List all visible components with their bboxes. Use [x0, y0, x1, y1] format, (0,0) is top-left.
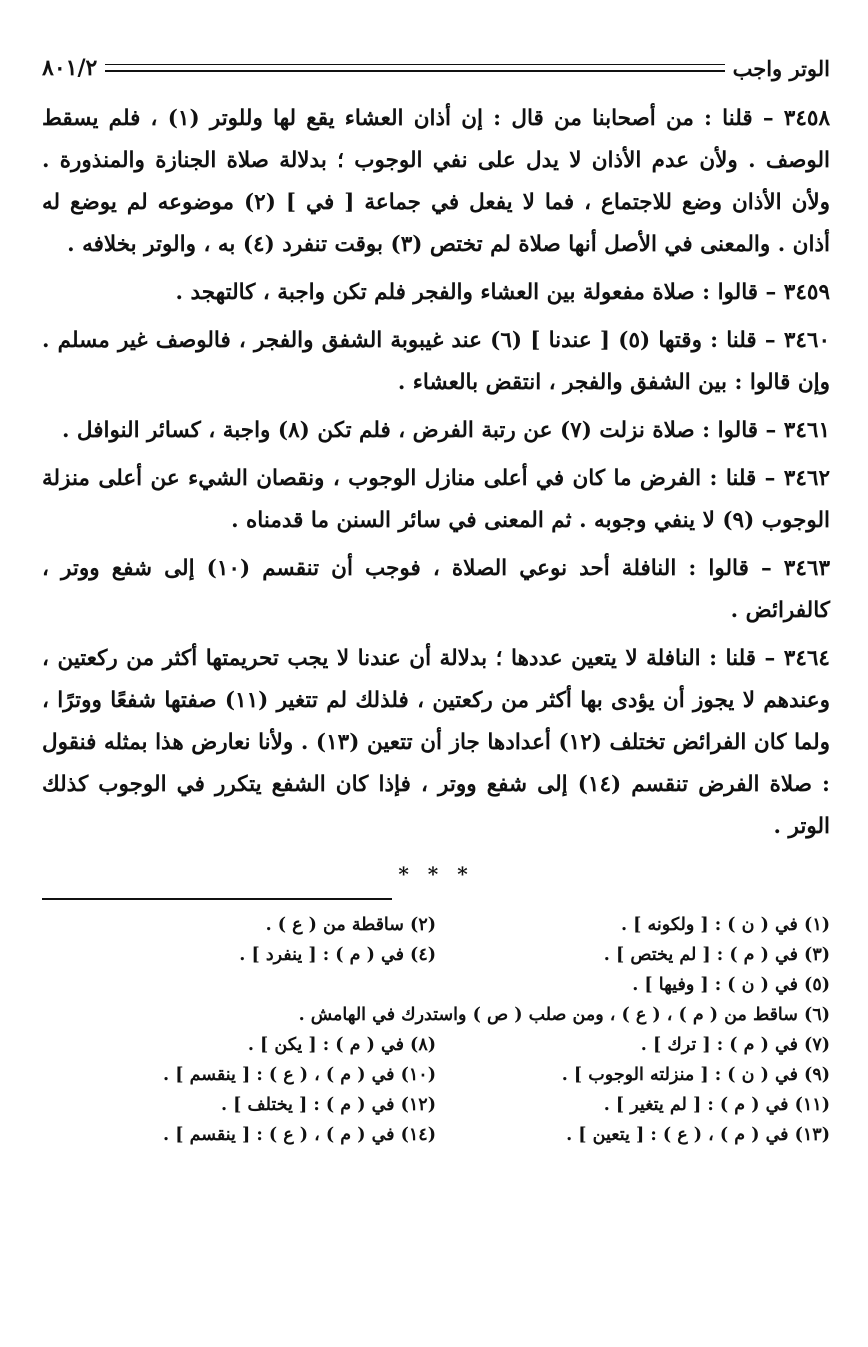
footnote: (٩) في ( ن ) : [ منزلته الوجوب ] . [561, 1065, 830, 1085]
paragraph-number: ٣٤٦١ [783, 418, 830, 443]
paragraph-number: ٣٤٦٣ [783, 556, 830, 581]
footnote: (٣) في ( م ) : [ لم يختص ] . [603, 945, 830, 965]
main-text [42, 98, 830, 890]
footnote: (٨) في ( م ) : [ يكن ] . [247, 1035, 436, 1055]
paragraph-number: ٣٤٦٢ [783, 466, 830, 491]
paragraph-text: – قالوا : صلاة نزلت (٧) عن رتبة الفرض ، فلم تكن (٨) واجبة ، كسائر النوافل . [61, 418, 777, 443]
footnotes [42, 910, 830, 1150]
paragraph [42, 98, 830, 266]
footnote-row [42, 940, 830, 970]
paragraph-text: – قلنا : من أصحابنا من قال : إن أذان العشاء يقع لها وللوتر (١) ، فلم يسقط الوصف . ولأن عدم الأذان لا يدل على نفي الوجوب ؛ بدلالة صلاة الجنازة والمنذورة . ولأن الأذان وضع للاجتماع ، فما لا يفعل في جماعة [ في ] (٢) موضوعه لم يوضع له أذان . والمعنى في الأصل أنها صلاة لم تختص (٣) بوقت تنفرد (٤) به ، والوتر بخلافه . [42, 106, 830, 257]
header-rule [105, 64, 724, 72]
paragraph-text: – قلنا : وقتها (٥) [ عندنا ] (٦) عند غيبوبة الشفق والفجر ، فالوصف غير مسلم . وإن قالوا : بين الشفق والفجر ، انتقض بالعشاء . [42, 328, 830, 395]
footnote-row [42, 910, 830, 940]
paragraph-number: ٣٤٥٨ [783, 106, 830, 131]
footnote-row [42, 970, 830, 1000]
footnote-row [42, 1030, 830, 1060]
footnote: (١٣) في ( م ) ، ( ع ) : [ يتعين ] . [566, 1125, 830, 1145]
footnote: (١٠) في ( م ) ، ( ع ) : [ ينقسم ] . [163, 1065, 436, 1085]
paragraph [42, 638, 830, 848]
footnote-row [42, 1120, 830, 1150]
paragraph [42, 410, 830, 452]
paragraph-text: – قالوا : النافلة أحد نوعي الصلاة ، فوجب أن تنقسم (١٠) إلى شفع ووتر ، كالفرائض . [42, 556, 830, 623]
footnote: (١١) في ( م ) : [ لم يتغير ] . [603, 1095, 830, 1115]
footnote: (٦) ساقط من ( م ) ، ( ع ) ، ومن صلب ( ص ) واستدرك في الهامش . [298, 1005, 830, 1025]
footnote: (١٢) في ( م ) : [ يختلف ] . [220, 1095, 436, 1115]
paragraph-number: ٣٤٦٠ [783, 328, 831, 353]
page-number: ٨٠١/٢ [42, 55, 98, 81]
footnote-row [42, 1000, 830, 1030]
section-separator: * * * [398, 862, 474, 886]
footnote: (٢) ساقطة من ( ع ) . [265, 915, 436, 935]
footnote-row [42, 1090, 830, 1120]
footnote-empty [42, 970, 436, 1000]
paragraph-text: – قالوا : صلاة مفعولة بين العشاء والفجر فلم تكن واجبة ، كالتهجد . [175, 280, 777, 305]
footnote: (٧) في ( م ) : [ ترك ] . [640, 1035, 830, 1055]
running-title: الوتر واجب [732, 55, 830, 81]
paragraph-number: ٣٤٦٤ [783, 646, 830, 671]
footnote-row [42, 1060, 830, 1090]
paragraph-text: – قلنا : النافلة لا يتعين عددها ؛ بدلالة أن عندنا لا يجب تحريمتها أكثر من ركعتين ، وعندهم لا يجوز أن يؤدى بها أكثر من ركعتين ، فلذلك لم تتغير (١١) صفتها شفعًا ووترًا ، ولما كان الفرائض تختلف (١٢) أعدادها جاز أن تتعين (١٣) . ولأنا نعارض هذا بمثله فنقول : صلاة الفرض تنقسم (١٤) إلى شفع ووتر ، فإذا كان الشفع يتكرر في الوجوب كذلك الوتر . [42, 646, 830, 839]
footnote: (١٤) في ( م ) ، ( ع ) : [ ينقسم ] . [163, 1125, 436, 1145]
paragraph [42, 548, 830, 632]
footnote-rule [42, 898, 392, 900]
footnote: (٤) في ( م ) : [ ينفرد ] . [239, 945, 436, 965]
page-header [42, 50, 830, 86]
paragraph-number: ٣٤٥٩ [783, 280, 830, 305]
paragraph [42, 320, 830, 404]
paragraph-text: – قلنا : الفرض ما كان في أعلى منازل الوجوب ، ونقصان الشيء عن أعلى منزلة الوجوب (٩) لا ينفي وجوبه . ثم المعنى في سائر السنن ما قدمناه . [42, 466, 830, 533]
footnote: (٥) في ( ن ) : [ وفيها ] . [632, 975, 830, 995]
paragraph [42, 458, 830, 542]
paragraph [42, 272, 830, 314]
footnote: (١) في ( ن ) : [ ولكونه ] . [620, 915, 830, 935]
